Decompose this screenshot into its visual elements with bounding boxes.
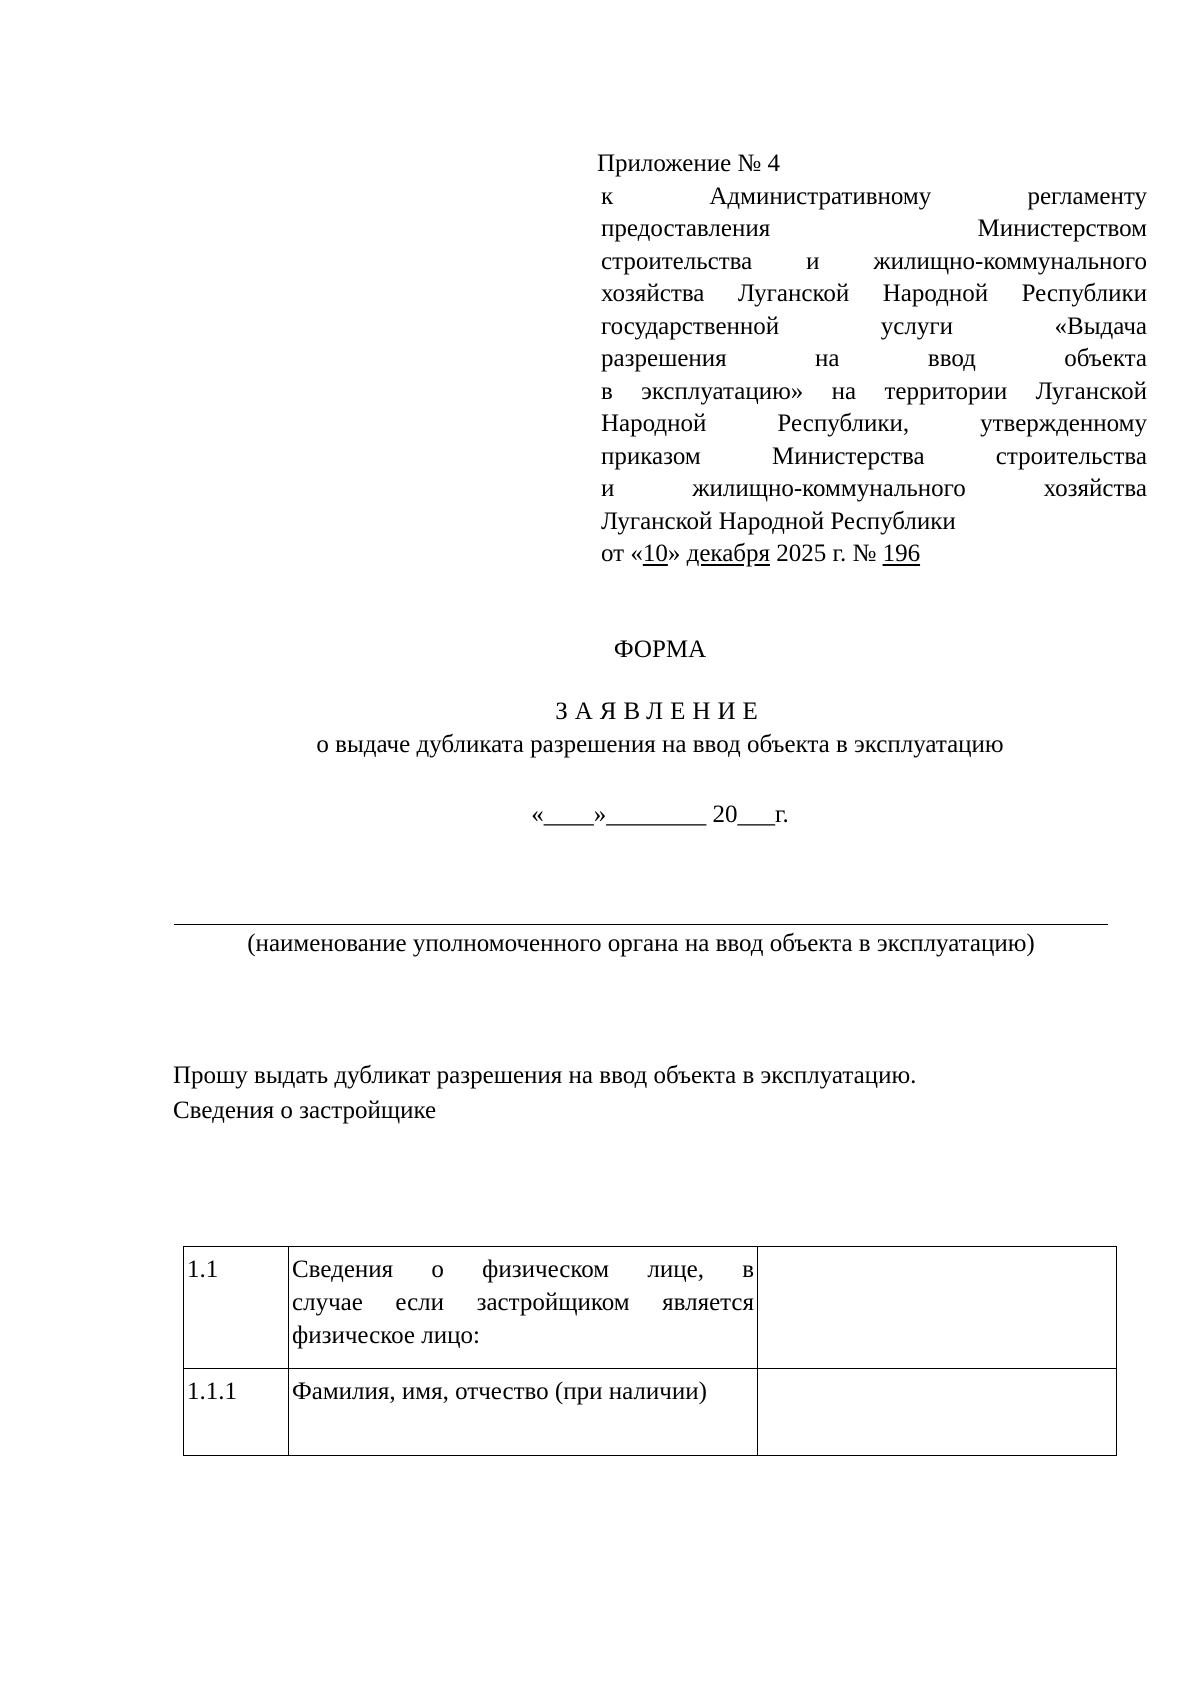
request-block [173, 1058, 916, 1128]
row-value-cell[interactable] [758, 1247, 1117, 1369]
document-title: ЗАЯВЛЕНИЕ [555, 698, 765, 725]
appendix-line: Луганской Народной Республики [601, 507, 956, 535]
row-label-line: Фамилия, имя, отчество (при наличии) [292, 1378, 707, 1405]
table-row [184, 1247, 1117, 1369]
row-number: 1.1.1 [184, 1369, 289, 1456]
row-value-cell[interactable] [758, 1369, 1117, 1456]
row-label [289, 1369, 758, 1456]
row-number: 1.1 [184, 1247, 289, 1369]
appendix-line: хозяйства Луганской Народной Республики [601, 280, 1147, 307]
appendix-line: предоставления Министерством [601, 215, 1147, 242]
row-label-line: Сведения о физическом лице, в [292, 1256, 754, 1283]
developer-info-table [183, 1246, 1117, 1456]
order-month: декабря [686, 540, 771, 567]
appendix-line: и жилищно-коммунального хозяйства [601, 475, 1147, 502]
order-day: 10 [642, 540, 668, 567]
developer-heading: Сведения о застройщике [173, 1097, 437, 1124]
document-subtitle: о выдаче дубликата разрешения на ввод объекта в эксплуатацию [316, 731, 1004, 758]
authority-caption: (наименование уполномоченного органа на ввод объекта в эксплуатацию) [247, 930, 1035, 957]
row-label-line: физическое лицо: [292, 1322, 480, 1349]
appendix-line: к Административному регламенту [601, 182, 1147, 210]
form-label: ФОРМА [613, 636, 707, 663]
order-mid: » [667, 540, 687, 567]
appendix-line: приказом Министерства строительства [601, 442, 1147, 470]
order-reference [601, 538, 1147, 571]
appendix-line: в эксплуатацию» на территории Луганской [601, 377, 1147, 405]
appendix-title: Приложение № 4 [597, 150, 781, 177]
authority-name-line [174, 924, 1108, 925]
row-label-line: случае если застройщиком является [292, 1289, 754, 1316]
appendix-block [597, 148, 1147, 571]
order-prefix: от « [601, 540, 643, 567]
appendix-line: государственной услуги «Выдача [601, 312, 1147, 340]
order-year: 2025 г. № [770, 540, 883, 567]
appendix-line: строительства и жилищно-коммунального [601, 247, 1147, 275]
date-template: «____»________ 20___г. [531, 801, 789, 828]
appendix-line: Народной Республики, утвержденному [601, 410, 1147, 437]
appendix-line: разрешения на ввод объекта [601, 345, 1147, 372]
table-row [184, 1369, 1117, 1456]
row-label [289, 1247, 758, 1369]
request-text: Прошу выдать дубликат разрешения на ввод объекта в эксплуатацию. [173, 1062, 917, 1089]
order-number: 196 [882, 540, 921, 567]
